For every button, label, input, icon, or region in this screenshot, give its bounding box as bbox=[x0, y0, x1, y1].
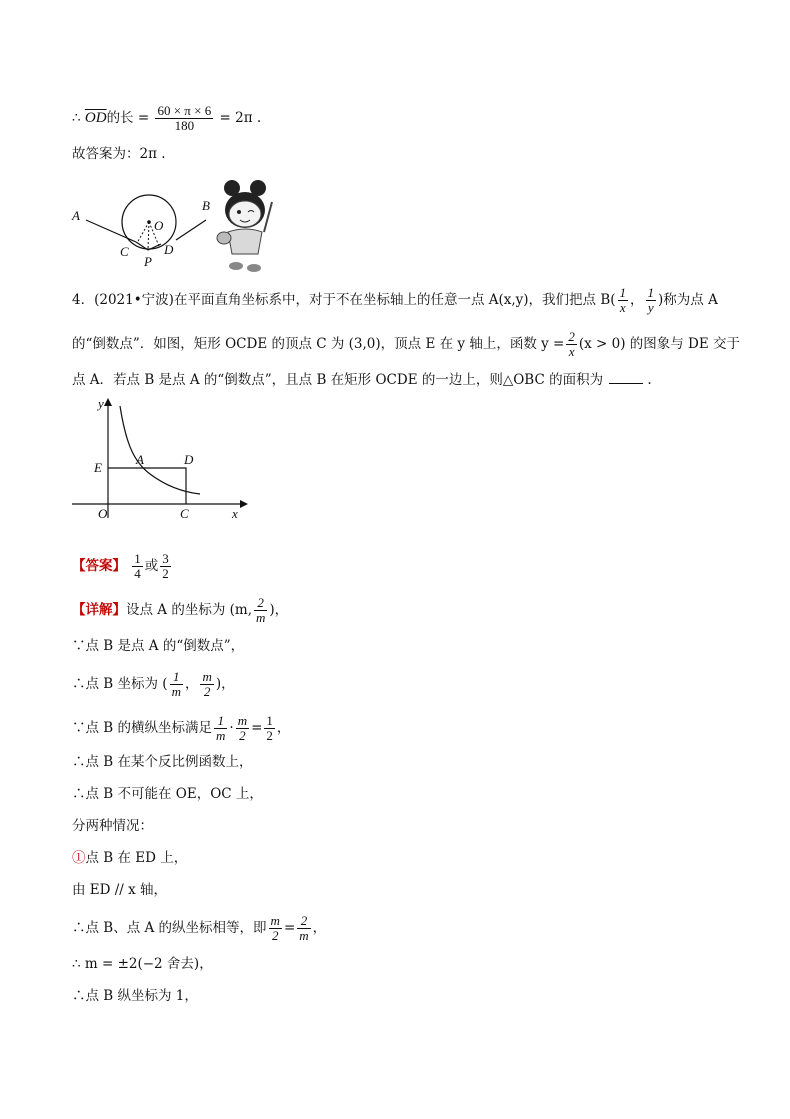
frac-num: 1 bbox=[170, 670, 183, 685]
point-C-label: C bbox=[120, 244, 129, 259]
step-1: ∵点 B 是点 A 的“倒数点”， bbox=[72, 638, 245, 654]
step-9-eq: = bbox=[283, 920, 296, 936]
frac-num: 1 bbox=[619, 285, 627, 300]
frac-den: x bbox=[568, 344, 575, 359]
q4-comma: ， bbox=[630, 292, 644, 308]
frac-den: 2 bbox=[203, 684, 211, 699]
step-2 bbox=[72, 670, 235, 699]
step-3 bbox=[72, 714, 290, 743]
q4-text-3: 点 A．若点 B 是点 A 的“倒数点”，且点 B 在矩形 OCDE 的一边上，则△OBC 的面积为 bbox=[72, 372, 604, 388]
step-2-fraction-1 bbox=[170, 670, 183, 699]
frac-den: m bbox=[171, 684, 181, 699]
arc-result: = 2π . bbox=[219, 110, 262, 126]
frac-den: y bbox=[647, 300, 654, 315]
frac-num: 1 bbox=[214, 714, 227, 729]
question-4-line-1 bbox=[72, 286, 718, 315]
step-9 bbox=[72, 914, 326, 943]
step-2-text: ∴点 B 坐标为 ( bbox=[72, 676, 168, 692]
fraction-1-over-y bbox=[646, 286, 657, 315]
point-P-label: P bbox=[144, 254, 152, 269]
frac-num: 1 bbox=[266, 713, 273, 728]
answer-fraction-2 bbox=[160, 552, 171, 581]
answer-blank bbox=[609, 371, 643, 384]
arc-fraction-num: 60 × π × 6 bbox=[157, 103, 212, 118]
step-2-comma: ， bbox=[184, 676, 199, 692]
step-6: 分两种情况： bbox=[72, 818, 153, 834]
step-9-fraction-1 bbox=[269, 914, 282, 943]
step-3-end: ， bbox=[276, 720, 291, 736]
coordinate-figure bbox=[68, 394, 258, 524]
step-3-fraction-1 bbox=[214, 714, 227, 743]
step-3-fraction-2 bbox=[236, 714, 249, 743]
frac-den: 2 bbox=[162, 566, 169, 581]
step-7-text: 点 B 在 ED 上， bbox=[85, 850, 188, 866]
step-3-eq: = bbox=[251, 720, 263, 736]
point-E-label: E bbox=[94, 460, 102, 475]
frac-num: m bbox=[270, 913, 280, 928]
x-axis-label: x bbox=[232, 506, 238, 521]
y-axis-label: y bbox=[98, 396, 104, 411]
therefore-symbol: ∴ bbox=[72, 110, 81, 126]
answer-row bbox=[72, 552, 173, 581]
step-9-fraction-2 bbox=[297, 914, 310, 943]
frac-den: m bbox=[299, 928, 309, 943]
frac-num: 1 bbox=[134, 551, 141, 566]
case-marker: ① bbox=[72, 850, 86, 866]
arc-length-line: ∴ $\overline{OD}$的长 = $\frac{60 \times \pi \times 6}{180}$ = 2π . bbox=[72, 103, 262, 133]
step-4: ∴点 B 在某个反比例函数上， bbox=[72, 754, 253, 770]
step-11: ∴点 B 纵坐标为 1， bbox=[72, 988, 198, 1004]
frac-den: 2 bbox=[266, 728, 273, 743]
detail-text-1: 设点 A 的坐标为 (m, bbox=[126, 602, 252, 618]
detail-tag: 【详解】 bbox=[72, 602, 126, 618]
step-9-end: ， bbox=[312, 920, 327, 936]
frac-den: 4 bbox=[134, 566, 141, 581]
frac-num: m bbox=[202, 669, 212, 684]
q4-text-2b: (x > 0) 的图象与 DE 交于 bbox=[578, 336, 741, 352]
step-2-fraction-2 bbox=[200, 670, 213, 699]
arc-text: 的长 bbox=[106, 110, 134, 126]
fraction-1-over-x bbox=[618, 286, 629, 315]
origin-label: O bbox=[98, 506, 108, 521]
frac-den: m bbox=[216, 728, 226, 743]
step-3-fraction-3 bbox=[264, 714, 275, 743]
step-9-text: ∴点 B、点 A 的纵坐标相等，即 bbox=[72, 920, 267, 936]
point-C-label: C bbox=[180, 506, 189, 521]
answer-fraction-1 bbox=[132, 552, 143, 581]
answer-tag: 【答案】 bbox=[72, 558, 126, 574]
step-10: ∴ m = ±2(−2 舍去)， bbox=[72, 956, 213, 972]
step-5: ∴点 B 不可能在 OE，OC 上， bbox=[72, 786, 263, 802]
step-8: 由 ED // x 轴， bbox=[72, 882, 168, 898]
frac-num: m bbox=[237, 713, 248, 728]
q4-text-1: 4．(2021•宁波)在平面直角坐标系中，对于不在坐标轴上的任意一点 A(x,y)，我们把点 B( bbox=[72, 292, 616, 308]
question-4-line-2 bbox=[72, 330, 740, 359]
frac-den: x bbox=[619, 300, 626, 315]
detail-row bbox=[72, 596, 288, 625]
frac-den: m bbox=[255, 610, 266, 625]
point-B-label: B bbox=[202, 198, 210, 213]
step-2-end: )， bbox=[215, 676, 235, 692]
point-A-label: A bbox=[72, 208, 80, 223]
answer-line: 故答案为：2π . bbox=[72, 146, 166, 162]
arc-fraction bbox=[155, 104, 213, 133]
frac-num: 1 bbox=[647, 285, 655, 300]
frac-num: 2 bbox=[297, 914, 310, 929]
q4-text-1c: )称为点 A bbox=[658, 292, 718, 308]
question-4-line-3: 点 A．若点 B 是点 A 的“倒数点”，且点 B 在矩形 OCDE 的一边上，则△OBC 的面积为 . bbox=[72, 372, 652, 388]
frac-den: 2 bbox=[239, 728, 246, 743]
detail-text-2: )， bbox=[269, 602, 289, 618]
point-O-label: O bbox=[154, 218, 164, 233]
cartoon-girl-illustration bbox=[214, 176, 278, 276]
point-D-label: D bbox=[184, 452, 194, 467]
frac-num: 3 bbox=[162, 551, 169, 566]
frac-den: 2 bbox=[271, 928, 279, 943]
point-A-label: A bbox=[136, 452, 144, 467]
q4-text-2a: 的“倒数点”．如图，矩形 OCDE 的顶点 C 为 (3,0)，顶点 E 在 y 轴上，函数 y = bbox=[72, 336, 565, 352]
arc-fraction-den: 180 bbox=[174, 118, 195, 133]
frac-num: 2 bbox=[254, 596, 267, 611]
point-D-label: D bbox=[164, 242, 174, 257]
step-3-text: ∵点 B 的横纵坐标满足 bbox=[72, 720, 213, 736]
step-7 bbox=[72, 848, 187, 868]
fraction-2-over-x bbox=[566, 330, 577, 359]
detail-fraction bbox=[254, 596, 267, 625]
step-3-dot: · bbox=[229, 720, 234, 736]
arc-label: $\overline{OD}$ bbox=[84, 110, 107, 126]
answer-or: 或 bbox=[144, 558, 159, 574]
frac-num: 2 bbox=[568, 329, 575, 344]
